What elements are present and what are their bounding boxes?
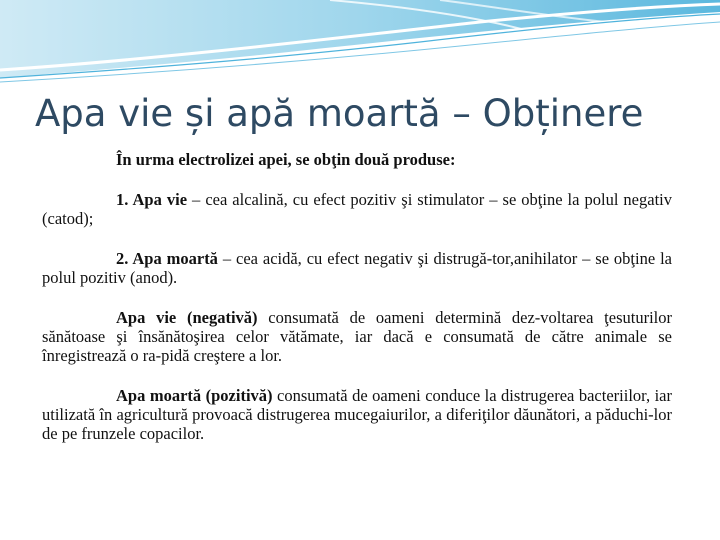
paragraph-apa-vie-negativa-text: consumată de oameni determină dez-voltarea ţesuturilor sănătoase şi însănătoşirea celor vătămate, iar dacă e consumată de către animale se înregistrează o ra-pidă creştere a lor.: [42, 308, 672, 365]
item-apa-vie-lead: 1. Apa vie: [116, 190, 188, 209]
item-apa-vie: [42, 190, 672, 228]
paragraph-apa-vie-negativa: [42, 308, 672, 365]
paragraph-apa-moarta-pozitiva: [42, 386, 672, 443]
paragraph-apa-vie-negativa-lead: Apa vie (negativă): [116, 308, 258, 327]
paragraph-apa-moarta-pozitiva-text: consumată de oameni conduce la distrugerea bacteriilor, iar utilizată în agricultură provoacă distrugerea mucegaiurilor, a diferiţilor dăunători, a păduchi-lor de pe frunzele copacilor.: [42, 386, 672, 443]
header-wave-decoration: [0, 0, 720, 90]
item-apa-moarta-text: – cea acidă, cu efect negativ şi distrugă-tor,anihilator – se obţine la polul pozitiv (anod).: [42, 249, 672, 287]
item-apa-moarta: [42, 249, 672, 287]
intro-paragraph: În urma electrolizei apei, se obţin două produse:: [116, 150, 456, 169]
item-apa-vie-text: – cea alcalină, cu efect pozitiv şi stimulator – se obţine la polul negativ (catod);: [42, 190, 672, 228]
paragraph-apa-moarta-pozitiva-lead: Apa moartă (pozitivă): [116, 386, 273, 405]
slide-title: Apa vie și apă moartă – Obținere: [35, 92, 644, 135]
slide-body: [42, 150, 672, 464]
item-apa-moarta-lead: 2. Apa moartă: [116, 249, 218, 268]
